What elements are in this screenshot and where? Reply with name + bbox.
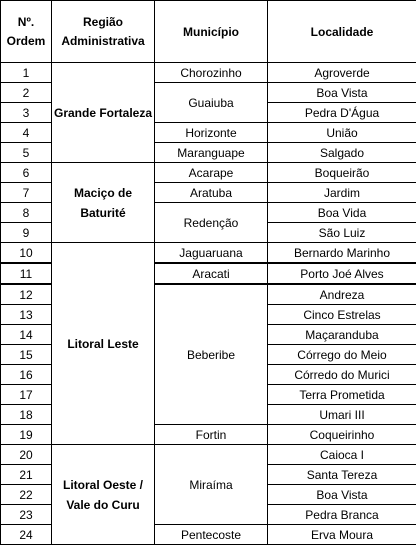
ordem-cell: 21 (1, 465, 52, 485)
municipio-cell: Maranguape (155, 143, 268, 163)
table-row (1, 163, 416, 183)
ordem-cell: 20 (1, 445, 52, 465)
ordem-cell: 23 (1, 505, 52, 525)
municipio-cell: Jaguaruana (155, 243, 268, 264)
header-regiao: Região Administrativa (52, 1, 155, 63)
municipio-cell: Acarape (155, 163, 268, 183)
localidade-cell: São Luiz (268, 223, 416, 243)
ordem-cell: 12 (1, 284, 52, 305)
municipio-cell: Miraíma (155, 445, 268, 525)
localidade-cell: Andreza (268, 284, 416, 305)
municipio-cell: Aracati (155, 263, 268, 284)
municipio-cell: Aratuba (155, 183, 268, 203)
localidade-cell: Santa Tereza (268, 465, 416, 485)
header-municipio: Município (155, 1, 268, 63)
localidade-cell: Córrego do Meio (268, 345, 416, 365)
header-localidade: Localidade (268, 1, 416, 63)
ordem-cell: 5 (1, 143, 52, 163)
ordem-cell: 3 (1, 103, 52, 123)
region-cell: Maciço de Baturité (52, 163, 155, 243)
municipio-cell: Fortin (155, 425, 268, 445)
ordem-cell: 22 (1, 485, 52, 505)
localidade-cell: Agroverde (268, 63, 416, 83)
region-cell: Grande Fortaleza (52, 63, 155, 163)
ordem-cell: 13 (1, 305, 52, 325)
localidade-cell: Cinco Estrelas (268, 305, 416, 325)
ordem-cell: 17 (1, 385, 52, 405)
municipio-cell: Horizonte (155, 123, 268, 143)
table-row (1, 243, 416, 264)
localidade-cell: Salgado (268, 143, 416, 163)
region-cell: Litoral Leste (52, 243, 155, 445)
ordem-cell: 4 (1, 123, 52, 143)
localidade-cell: Terra Prometida (268, 385, 416, 405)
localidade-cell: Porto Joé Alves (268, 263, 416, 284)
localidade-cell: União (268, 123, 416, 143)
ordem-cell: 6 (1, 163, 52, 183)
localidade-cell: Maçaranduba (268, 325, 416, 345)
localidade-cell: Boqueirão (268, 163, 416, 183)
region-cell: Litoral Oeste / Vale do Curu (52, 445, 155, 545)
municipio-cell: Beberibe (155, 284, 268, 425)
ordem-cell: 16 (1, 365, 52, 385)
localidade-cell: Pedra D'Água (268, 103, 416, 123)
table-row (1, 63, 416, 83)
municipio-cell: Chorozinho (155, 63, 268, 83)
ordem-cell: 18 (1, 405, 52, 425)
municipio-cell: Guaiuba (155, 83, 268, 123)
localidade-cell: Bernardo Marinho (268, 243, 416, 264)
ordem-cell: 7 (1, 183, 52, 203)
ordem-cell: 9 (1, 223, 52, 243)
header-row (1, 1, 416, 63)
localidade-cell: Córredo do Murici (268, 365, 416, 385)
ordem-cell: 15 (1, 345, 52, 365)
ordem-cell: 2 (1, 83, 52, 103)
ordem-cell: 24 (1, 525, 52, 545)
ordem-cell: 10 (1, 243, 52, 264)
localidade-cell: Jardim (268, 183, 416, 203)
ordem-cell: 8 (1, 203, 52, 223)
localidade-cell: Erva Moura (268, 525, 416, 545)
ordem-cell: 1 (1, 63, 52, 83)
localidade-cell: Umari III (268, 405, 416, 425)
ordem-cell: 11 (1, 263, 52, 284)
localidade-cell: Boa Vista (268, 485, 416, 505)
localidade-cell: Boa Vista (268, 83, 416, 103)
header-ordem: Nº. Ordem (1, 1, 52, 63)
table-header (1, 1, 416, 63)
municipio-cell: Pentecoste (155, 525, 268, 545)
ordem-cell: 14 (1, 325, 52, 345)
localidade-cell: Pedra Branca (268, 505, 416, 525)
localidade-cell: Caioca I (268, 445, 416, 465)
table-body (1, 63, 416, 545)
ordem-cell: 19 (1, 425, 52, 445)
table-row (1, 445, 416, 465)
localidade-cell: Boa Vida (268, 203, 416, 223)
municipio-cell: Redenção (155, 203, 268, 243)
localidade-cell: Coqueirinho (268, 425, 416, 445)
